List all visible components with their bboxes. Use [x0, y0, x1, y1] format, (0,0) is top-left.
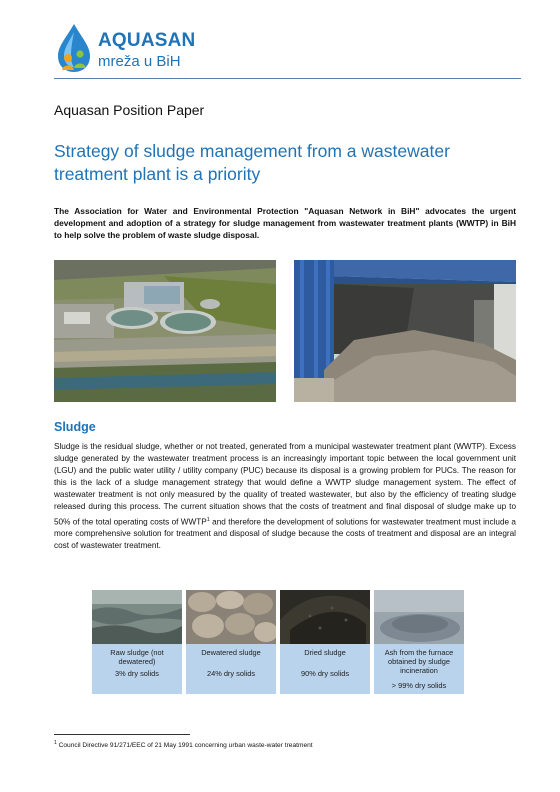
sludge-type-dewatered — [186, 590, 276, 694]
sludge-type-name: Dewatered sludge — [201, 648, 261, 657]
wwtp-aerial-photo — [54, 260, 276, 402]
sludge-ash-image — [374, 590, 464, 644]
dewatered-sludge-image — [186, 590, 276, 644]
raw-sludge-image — [92, 590, 182, 644]
sludge-type-name: Ash from the furnace obtained by sludge incineration — [384, 648, 454, 675]
footnote — [54, 740, 313, 749]
sludge-type-dried — [280, 590, 370, 694]
footnote-marker: 1 — [54, 740, 57, 746]
logo-subtitle: mreža u BiH — [98, 53, 181, 70]
intro-paragraph: The Association for Water and Environmental Protection "Aquasan Network in BiH" advocates the urgent development and adoption of a strategy for sludge management from wastewater treatment plants (WWTP) in BiH to help solve the problem of waste sludge disposal. — [54, 206, 516, 240]
sludge-storage-photo — [294, 260, 516, 402]
sludge-type-caption — [374, 644, 464, 694]
sludge-types-figure — [92, 590, 465, 694]
footnote-text: Council Directive 91/271/EEC of 21 May 1991 concerning urban waste-water treatment — [56, 742, 313, 750]
document-label: Aquasan Position Paper — [54, 102, 205, 118]
sludge-paragraph-part2: and therefore the development of solutions for wastewater treatment must include a more comprehensive solution for treatment and disposal of sludge because the costs of treatment and disposal are an integral cost of wastewater treatment. — [54, 517, 516, 551]
sludge-type-dry-solids: > 99% dry solids — [391, 681, 447, 690]
sludge-paragraph — [54, 441, 516, 553]
footnote-reference: 1 — [206, 516, 210, 523]
sludge-type-raw — [92, 590, 182, 694]
sludge-type-dry-solids: 24% dry solids — [206, 669, 256, 678]
dried-sludge-image — [280, 590, 370, 644]
sludge-paragraph-part1: Sludge is the residual sludge, whether or not treated, generated from a municipal wastewater treatment plant (WWTP). Excess sludge generated by the wastewater treatment process is an increasingly important topic between the local government unit (LGU) and the public water utility / utility company (PUC) because its disposal is a growing problem for PUCs. The reason for this is the lack of a sludge management strategy that would define a WWTP sludge management system. The effect of wastewater treatment is not only measured by the quality of treated wastewater, but also by the efficiency of treating sludge released during this process. The current situation shows that the costs of treatment and final disposal of sludge make up to 50% of the total operating costs of WWTP — [54, 442, 516, 527]
sludge-type-name: Raw sludge (not dewatered) — [110, 648, 164, 666]
sludge-type-dry-solids: 3% dry solids — [115, 669, 159, 678]
sludge-type-caption — [280, 644, 370, 694]
sludge-type-caption — [92, 644, 182, 694]
sludge-type-dry-solids: 90% dry solids — [300, 669, 350, 678]
aquasan-logo — [54, 22, 214, 78]
section-heading-sludge: Sludge — [54, 420, 96, 434]
water-drop-people-icon — [54, 22, 94, 74]
sludge-type-caption — [186, 644, 276, 694]
footnote-divider — [54, 734, 190, 735]
sludge-type-name: Dried sludge — [304, 648, 346, 657]
header-divider — [54, 78, 521, 79]
page-title: Strategy of sludge management from a wastewater treatment plant is a priority — [54, 141, 450, 184]
sludge-type-ash — [374, 590, 464, 694]
logo-title: AQUASAN — [98, 30, 196, 51]
